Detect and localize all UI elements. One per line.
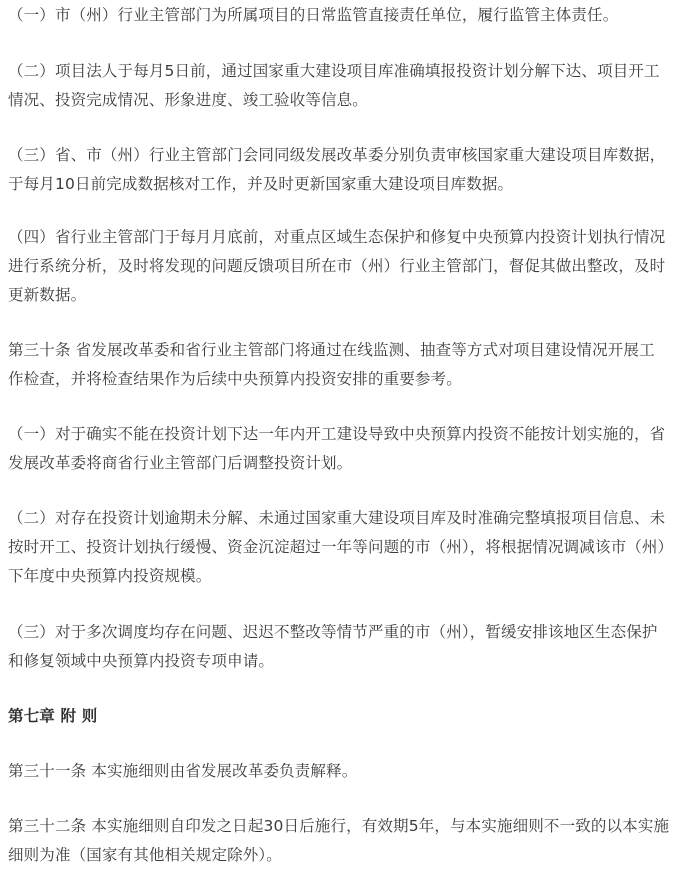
- paragraph-4: （四）省行业主管部门于每月月底前，对重点区域生态保护和修复中央预算内投资计划执行情况进行系统分析，及时将发现的问题反馈项目所在市（州）行业主管部门，督促其做出整改，及时更新数据。: [8, 228, 666, 304]
- paragraph-7: （三）对于多次调度均存在问题、迟迟不整改等情节严重的市（州），暂缓安排该地区生态保护和修复领域中央预算内投资专项申请。: [8, 623, 658, 670]
- article-32: 第三十二条 本实施细则自印发之日起30日后施行，有效期5年，与本实施细则不一致的以本实施细则为准（国家有其他相关规定除外）。: [8, 817, 670, 864]
- paragraph-2: （二）项目法人于每月5日前，通过国家重大建设项目库准确填报投资计划分解下达、项目开工情况、投资完成情况、形象进度、竣工验收等信息。: [8, 62, 660, 109]
- paragraph-1: （一）市（州）行业主管部门为所属项目的日常监管直接责任单位，履行监管主体责任。: [8, 6, 619, 24]
- paragraph-6: （二）对存在投资计划逾期未分解、未通过国家重大建设项目库及时准确完整填报项目信息、未按时开工、投资计划执行缓慢、资金沉淀超过一年等问题的市（州），将根据情况调减该市（州）下年度中央预算内投资规模。: [8, 509, 666, 585]
- article-30: 第三十条 省发展改革委和省行业主管部门将通过在线监测、抽查等方式对项目建设情况开展工作检查，并将检查结果作为后续中央预算内投资安排的重要参考。: [8, 341, 655, 388]
- chapter-heading: 第七章 附 则: [8, 707, 98, 725]
- article-31: 第三十一条 本实施细则由省发展改革委负责解释。: [8, 762, 358, 780]
- paragraph-3: （三）省、市（州）行业主管部门会同同级发展改革委分别负责审核国家重大建设项目库数据，于每月10日前完成数据核对工作，并及时更新国家重大建设项目库数据。: [8, 146, 666, 193]
- paragraph-5: （一）对于确实不能在投资计划下达一年内开工建设导致中央预算内投资不能按计划实施的，省发展改革委将商省行业主管部门后调整投资计划。: [8, 425, 666, 472]
